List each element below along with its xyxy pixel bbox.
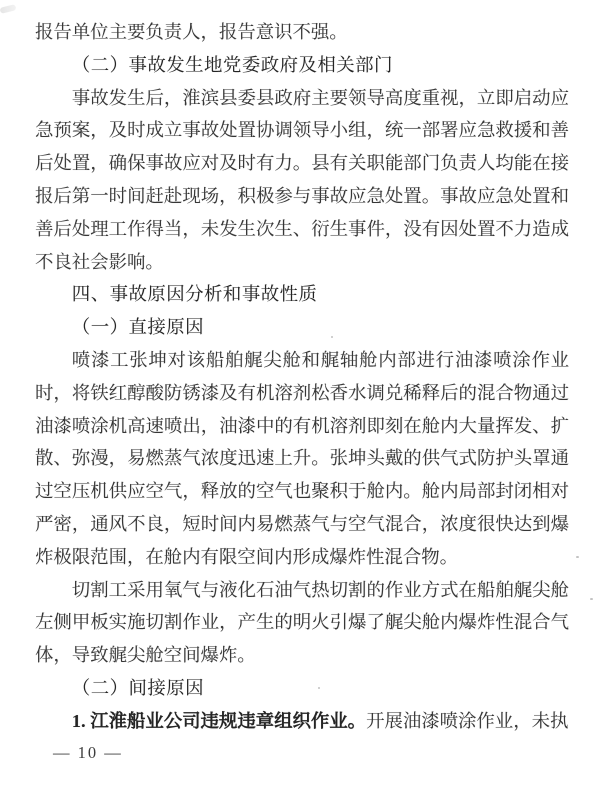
paragraph-direct-cause-painting: 喷漆工张坤对该船舶艉尖舱和艉轴舱内部进行油漆喷涂作业时，将铁红醇酸防锈漆及有机溶剂松香水调兑稀释后的混合物通过油漆喷涂机高速喷出，油漆中的有机溶剂即刻在舱内大量挥发、扩散、弥漫，易燃蒸气浓度迅速上升。张坤头戴的供气式防护头罩通过空压机供应空气，释放的空气也聚积于舱内。舱内局部封闭相对严密，通风不良，短时间内易燃蒸气与空气混合，浓度很快达到爆炸极限范围，在舱内有限空间内形成爆炸性混合物。 bbox=[35, 349, 569, 567]
indirect-item-1-text: 开展油漆喷涂作业，未执 bbox=[366, 710, 569, 731]
paragraph-carryover: 报告单位主要负责人，报告意识不强。 bbox=[35, 22, 348, 42]
scan-speck bbox=[331, 336, 333, 338]
paragraph-indirect-cause-item-1 bbox=[35, 705, 569, 738]
heading-direct-cause: （一）直接原因 bbox=[71, 317, 205, 338]
heading-part-4-cause-analysis: 四、事故原因分析和事故性质 bbox=[71, 283, 318, 305]
heading-section-2-local-government: （二）事故发生地党委政府及相关部门 bbox=[71, 54, 393, 75]
scan-speck bbox=[576, 556, 579, 558]
paragraph-direct-cause-cutting: 切割工采用氧气与液化石油气热切割的作业方式在船舶艉尖舱左侧甲板实施切割作业，产生的明火引爆了艉尖舱内爆炸性混合气体，导致艉尖舱空间爆炸。 bbox=[35, 579, 569, 666]
scan-smudge bbox=[0, 4, 16, 14]
scan-speck bbox=[318, 687, 320, 689]
scan-speck bbox=[590, 598, 593, 600]
indirect-item-1-title: 1. 江淮船业公司违规违章组织作业。 bbox=[71, 710, 367, 731]
heading-indirect-cause: （二）间接原因 bbox=[71, 677, 205, 698]
paragraph-emergency-response: 事故发生后，淮滨县委县政府主要领导高度重视，立即启动应急预案，及时成立事故处置协调领导小组，统一部署应急救援和善后处置，确保事故应对及时有力。县有关职能部门负责人均能在接报后第一时间赶赴现场，积极参与事故应急处置。事故应急处置和善后处理工作得当，未发生次生、衍生事件，没有因处置不力造成不良社会影响。 bbox=[35, 87, 569, 272]
page-number: — 10 — bbox=[53, 743, 123, 762]
document-body bbox=[35, 16, 569, 738]
